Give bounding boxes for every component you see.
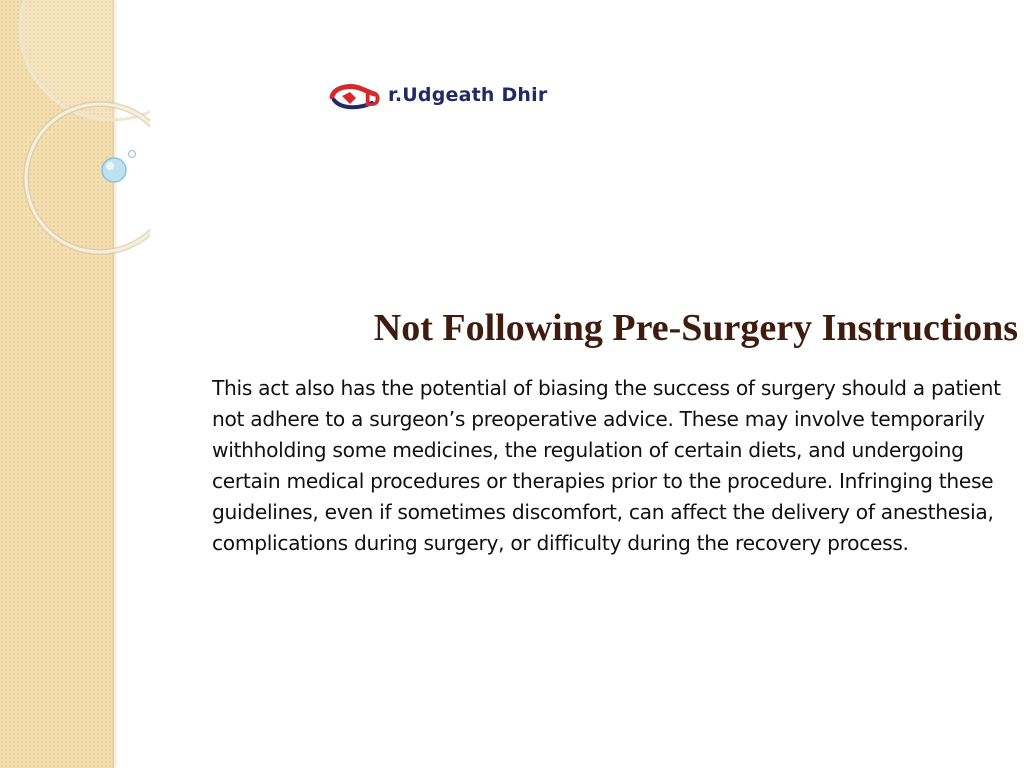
slide-body-text: This act also has the potential of biasing the success of surgery should a patient not adhere to a surgeon’s preoperative advice. These may involve temporarily withholding some medicines, the regulation of certain diets, and undergoing certain medical procedures or therapies prior to the procedure. Infringing these guidelines, even if sometimes discomfort, can affect the delivery of anesthesia, complications during surgery, or difficulty during the recovery process.: [212, 376, 1001, 555]
bubble-small-icon: [129, 151, 136, 158]
decorative-circles: [0, 0, 150, 260]
logo-text: r.Udgeath Dhir: [388, 84, 548, 106]
bubble-large-icon: [102, 158, 126, 182]
logo-initial: D: [364, 87, 381, 111]
slide-title: Not Following Pre-Surgery Instructions: [373, 307, 1018, 349]
logo: [328, 80, 628, 114]
